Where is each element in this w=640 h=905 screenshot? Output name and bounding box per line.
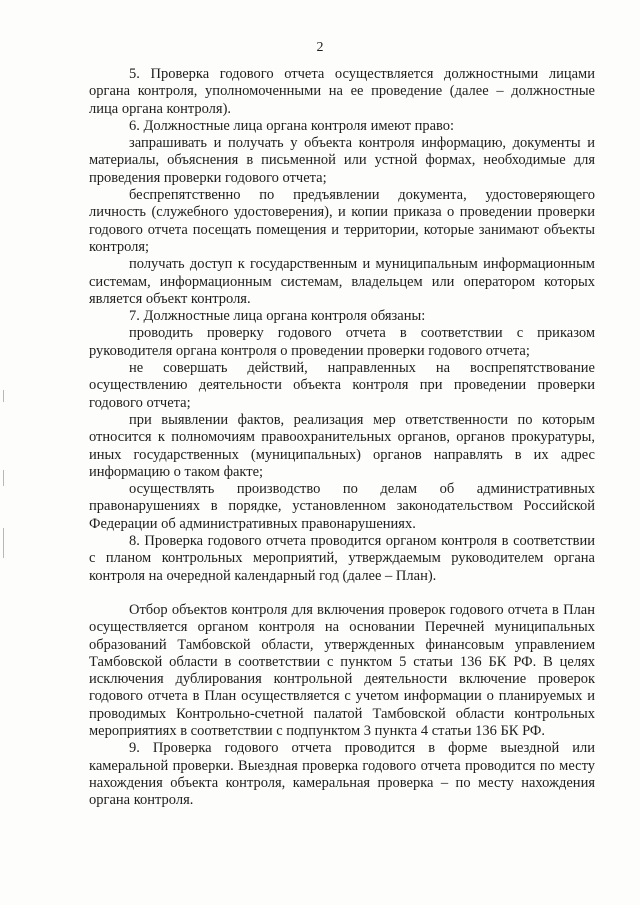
paragraph-6: 6. Должностные лица органа контроля имеют право: bbox=[129, 117, 455, 134]
paragraph-6-item-2: беспрепятственно по предъявлении документа, удостоверяющего личность (служебного удостоверения), и копии приказа о проведении проверки годового отчета посещать помещения и территории, которые занимают объекты контроля; bbox=[89, 187, 595, 255]
paragraph-7-item-1: проводить проверку годового отчета в соответствии с приказом руководителя органа контроля о проведении проверки годового отчета; bbox=[89, 325, 595, 359]
paragraph-7-item-4: осуществлять производство по делам об административных правонарушениях в порядке, установленном законодательством Российской Федерации об административных правонарушениях. bbox=[89, 481, 595, 532]
document-body bbox=[89, 66, 595, 809]
paragraph-8: 8. Проверка годового отчета проводится органом контроля в соответствии с планом контрольных мероприятий, утверждаемым руководителем органа контроля на очередной календарный год (далее – План). bbox=[89, 533, 595, 584]
paragraph-8-selection: Отбор объектов контроля для включения проверок годового отчета в План осуществляется органом контроля на основании Перечней муниципальных образований Тамбовской области, утвержденных финансовым управлением Тамбовской области в соответствии с пунктом 5 статьи 136 БК РФ. В целях исключения дублирования контрольной деятельности включение проверок годового отчета в План осуществляется с учетом информации о планируемых и проводимых Контрольно-счетной палатой Тамбовской области контрольных мероприятиях в соответствии с подпунктом 3 пункта 4 статьи 136 БК РФ. bbox=[89, 601, 595, 739]
paragraph-5: 5. Проверка годового отчета осуществляется должностными лицами органа контроля, уполномоченными на ее проведение (далее – должностные лица органа контроля). bbox=[89, 66, 595, 117]
paragraph-6-item-3: получать доступ к государственным и муниципальным информационным системам, информационным системам, владельцем или оператором которых является объект контроля. bbox=[89, 256, 595, 307]
paragraph-7-item-2: не совершать действий, направленных на воспрепятствование осуществлению деятельности объекта контроля при проведении проверки годового отчета; bbox=[89, 360, 595, 411]
paragraph-7: 7. Должностные лица органа контроля обязаны: bbox=[129, 308, 426, 325]
page-number: 2 bbox=[316, 40, 324, 55]
paragraph-6-item-1: запрашивать и получать у объекта контроля информацию, документы и материалы, объяснения в письменной или устной формах, необходимые для проведения проверки годового отчета; bbox=[89, 135, 595, 186]
paragraph-9: 9. Проверка годового отчета проводится в форме выездной или камеральной проверки. Выездная проверка годового отчета проводится по месту нахождения объекта контроля, камеральная проверка – по месту нахождения органа контроля. bbox=[89, 740, 595, 809]
scan-margin-mark bbox=[3, 528, 4, 558]
scan-margin-mark bbox=[3, 470, 4, 486]
paragraph-7-item-3: при выявлении фактов, реализация мер ответственности по которым относится к полномочиям правоохранительных органов, органов прокуратуры, иных государственных (муниципальных) органов направлять в их адрес информацию о таком факте; bbox=[89, 411, 595, 480]
scan-margin-mark bbox=[3, 390, 4, 402]
